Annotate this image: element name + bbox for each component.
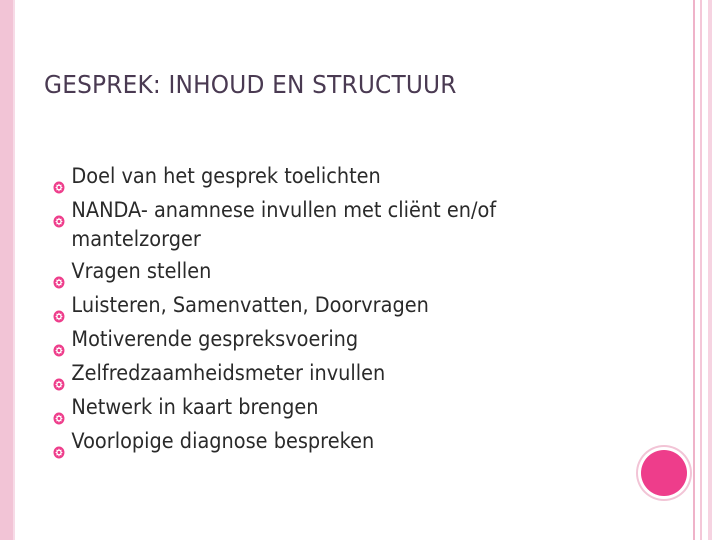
gear-bullet-icon [53,401,65,414]
bullet-text: Luisteren, Samenvatten, Doorvragen [71,293,429,317]
gear-bullet-icon [53,170,65,183]
bullet-item [53,193,614,254]
gear-bullet-icon [53,204,65,217]
gear-bullet-icon [53,367,65,380]
right-border-line [708,0,712,540]
bullet-text: Netwerk in kaart brengen [71,395,319,419]
slide-title: GESPREK: INHOUD EN STRUCTUUR [44,70,457,99]
bullet-item [53,356,614,390]
bullet-item [53,322,614,356]
right-border-line [693,0,695,540]
right-border-line [700,0,702,540]
gear-bullet-icon [53,299,65,312]
bullet-text: NANDA- anamnese invullen met cliënt en/of [71,198,497,222]
left-border [0,0,15,540]
bullet-item [53,288,614,322]
bullet-list [53,159,663,458]
bullet-text: Doel van het gesprek toelichten [71,164,381,188]
gear-bullet-icon [53,435,65,448]
gear-bullet-icon [53,265,65,278]
bullet-item [53,424,614,458]
bullet-item [53,254,614,288]
bullet-text: Voorlopige diagnose bespreken [71,429,375,453]
bullet-item [53,159,614,193]
bullet-text-continuation: mantelzorger [71,227,201,251]
bullet-text: Zelfredzaamheidsmeter invullen [71,361,386,385]
gear-bullet-icon [53,333,65,346]
bullet-text: Vragen stellen [71,259,212,283]
decorative-circle [641,450,687,496]
bullet-text: Motiverende gespreksvoering [71,327,359,351]
bullet-item [53,390,614,424]
